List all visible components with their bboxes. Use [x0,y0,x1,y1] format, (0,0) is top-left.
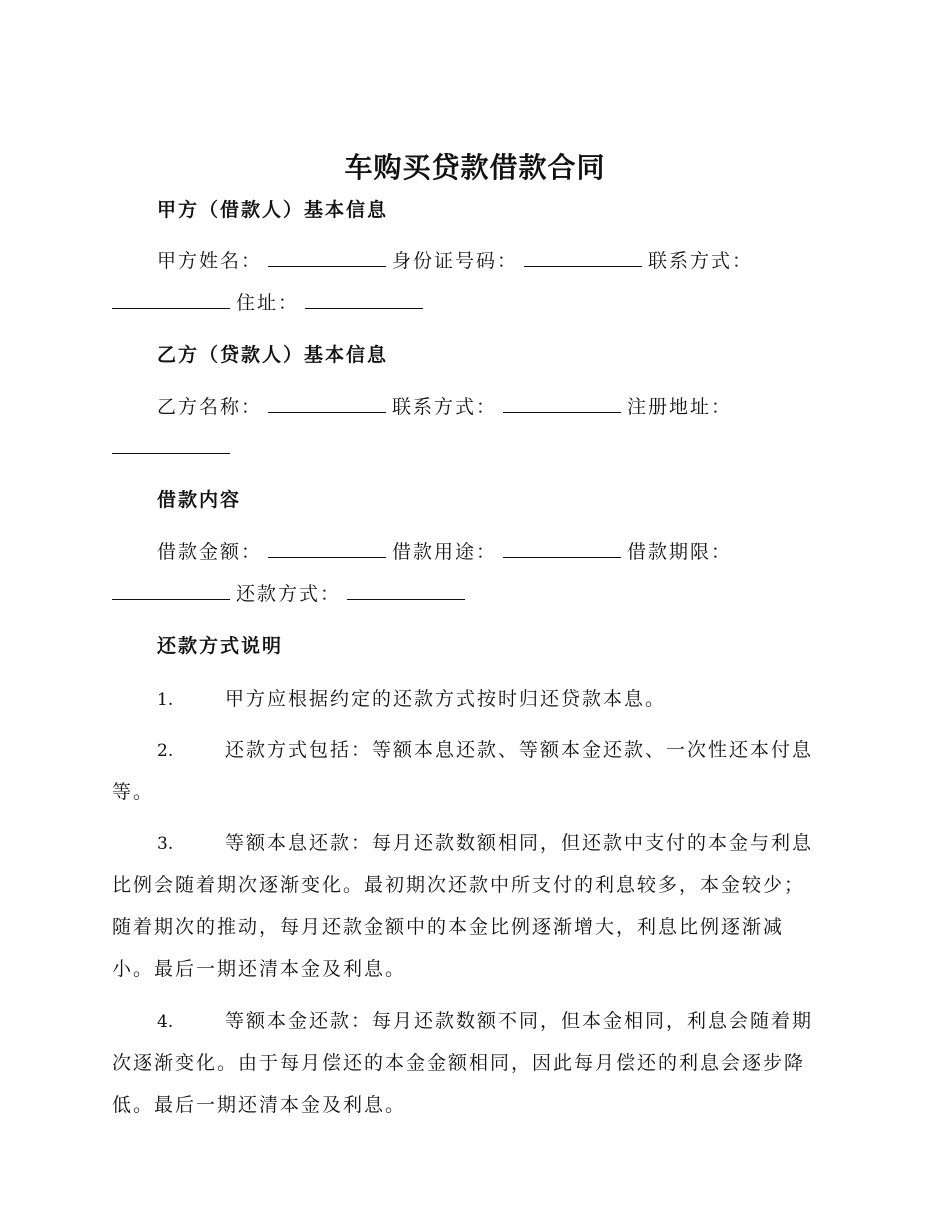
party-a-id-blank [524,247,642,267]
item-number: 4. [157,1012,174,1032]
loan-purpose-blank [503,538,621,558]
section-heading-repayment: 还款方式说明 [157,635,284,657]
loan-line-2 [112,579,471,606]
item-text: 甲方应根据约定的还款方式按时归还贷款本息。 [225,688,667,710]
item-text: 等额本金还款：每月还款数额不同，但本金相同，利息会随着期 [225,1010,814,1032]
loan-repay-blank [347,580,465,600]
section-heading-party-b: 乙方（贷款人）基本信息 [157,344,389,366]
party-a-name-label: 甲方姓名： [157,250,263,272]
item-continuation: 等。 [112,781,155,803]
party-a-address-blank [305,289,423,309]
party-a-name-blank [268,247,386,267]
repayment-item-2 [157,735,813,762]
item-text: 还款方式包括：等额本息还款、等额本金还款、一次性还本付息 [225,739,814,761]
section-heading-loan-content: 借款内容 [157,489,242,511]
item-continuation: 小。最后一期还清本金及利息。 [112,958,407,980]
item-continuation: 次逐渐变化。由于每月偿还的本金金额相同，因此每月偿还的利息会逐步降 [112,1052,806,1074]
item-text: 等额本息还款：每月还款数额相同，但还款中支付的本金与利息 [225,832,814,854]
item-number: 2. [157,741,174,761]
item-number: 3. [157,834,174,854]
repayment-item-4 [157,1006,813,1033]
party-b-reg-address-blank [112,434,230,454]
repayment-item-1 [157,684,666,711]
party-b-contact-label: 联系方式： [392,396,498,418]
party-b-name-label: 乙方名称： [157,396,263,418]
party-a-id-label: 身份证号码： [392,250,519,272]
party-b-reg-address-label: 注册地址： [627,396,733,418]
item-continuation: 随着期次的推动，每月还款金额中的本金比例逐渐增大，利息比例逐渐减 [112,916,785,938]
party-b-name-blank [268,393,386,413]
loan-line-1 [157,537,732,564]
item-number: 1. [157,690,174,710]
party-a-line-2 [112,288,429,315]
party-b-contact-blank [503,393,621,413]
party-a-contact-label: 联系方式： [648,250,754,272]
loan-purpose-label: 借款用途： [392,541,498,563]
item-continuation: 低。最后一期还清本金及利息。 [112,1094,407,1116]
loan-amount-label: 借款金额： [157,541,263,563]
section-heading-party-a: 甲方（借款人）基本信息 [157,199,389,221]
loan-repay-label: 还款方式： [236,583,342,605]
party-b-line-2 [112,434,236,459]
loan-term-blank [112,580,230,600]
item-continuation: 比例会随着期次逐渐变化。最初期次还款中所支付的利息较多，本金较少； [112,874,806,896]
repayment-item-3 [157,828,813,855]
party-a-line-1 [157,246,753,273]
document-title: 车购买贷款借款合同 [344,151,606,184]
party-a-contact-blank [112,289,230,309]
party-b-line-1 [157,392,732,419]
loan-amount-blank [268,538,386,558]
loan-term-label: 借款期限： [627,541,733,563]
party-a-address-label: 住址： [236,292,300,314]
